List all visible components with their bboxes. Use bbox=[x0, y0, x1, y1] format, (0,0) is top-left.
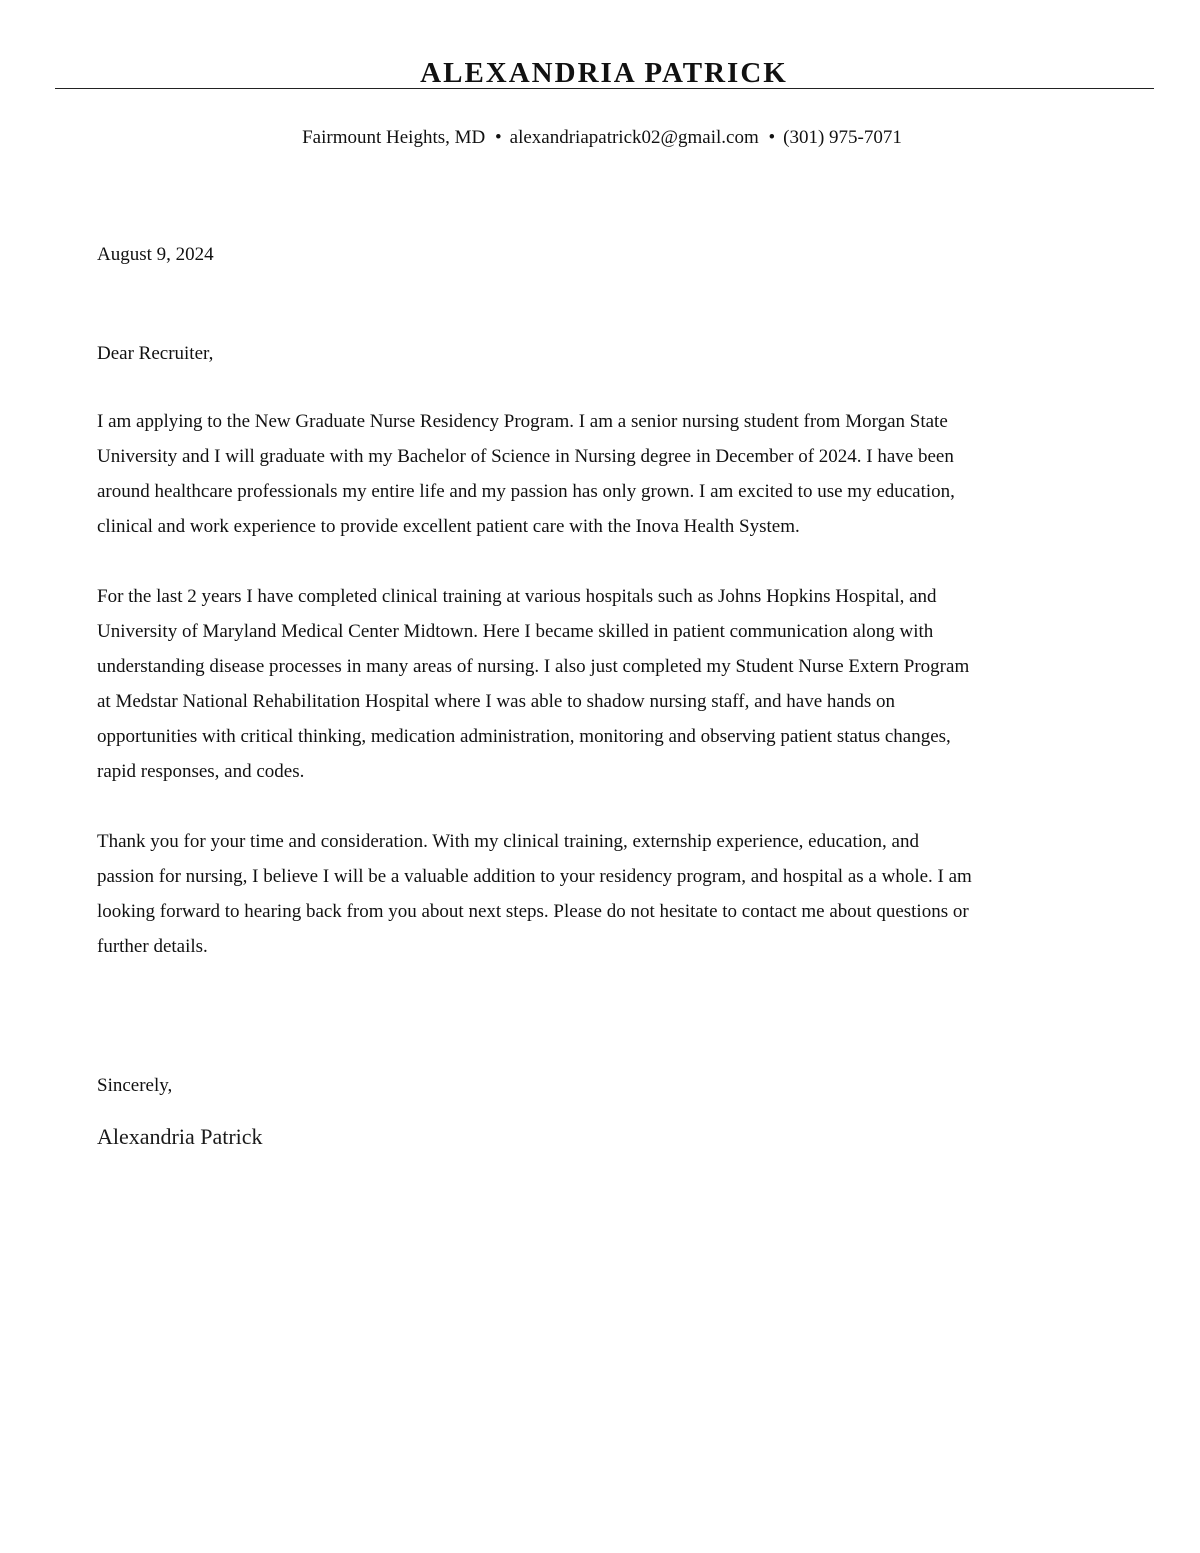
body-paragraph-3 bbox=[97, 824, 1107, 964]
signature: Alexandria Patrick bbox=[97, 1124, 263, 1149]
contact-email: alexandriapatrick02@gmail.com bbox=[509, 127, 759, 148]
paragraph-line: I am applying to the New Graduate Nurse Residency Program. I am a senior nursing student from Morgan State bbox=[97, 411, 948, 432]
contact-line bbox=[0, 125, 1200, 151]
paragraph-line: at Medstar National Rehabilitation Hospital where I was able to shadow nursing staff, and have hands on bbox=[97, 691, 895, 712]
contact-location: Fairmount Heights, MD bbox=[302, 127, 486, 148]
paragraph-line: around healthcare professionals my entire life and my passion has only grown. I am excited to use my education, bbox=[97, 481, 955, 502]
paragraph-line: passion for nursing, I believe I will be a valuable addition to your residency program, and hospital as a whole. I am bbox=[97, 866, 972, 887]
contact-phone: (301) 975-7071 bbox=[783, 127, 902, 148]
paragraph-line: University and I will graduate with my Bachelor of Science in Nursing degree in December of 2024. I have been bbox=[97, 446, 954, 467]
header-divider bbox=[55, 88, 1154, 89]
closing: Sincerely, bbox=[97, 1075, 173, 1096]
paragraph-line: further details. bbox=[97, 936, 208, 957]
body-paragraph-1 bbox=[97, 404, 1107, 544]
paragraph-line: opportunities with critical thinking, medication administration, monitoring and observing patient status changes, bbox=[97, 726, 951, 747]
paragraph-line: For the last 2 years I have completed clinical training at various hospitals such as Johns Hopkins Hospital, and bbox=[97, 586, 937, 607]
paragraph-line: understanding disease processes in many areas of nursing. I also just completed my Student Nurse Extern Program bbox=[97, 656, 970, 677]
paragraph-line: clinical and work experience to provide excellent patient care with the Inova Health System. bbox=[97, 516, 800, 537]
applicant-name: ALEXANDRIA PATRICK bbox=[420, 57, 788, 89]
paragraph-line: looking forward to hearing back from you about next steps. Please do not hesitate to contact me about questions or bbox=[97, 901, 969, 922]
paragraph-line: rapid responses, and codes. bbox=[97, 761, 305, 782]
contact-separator: • bbox=[768, 127, 776, 148]
letter-date: August 9, 2024 bbox=[97, 244, 214, 265]
body-paragraph-2 bbox=[97, 579, 1107, 789]
paragraph-line: Thank you for your time and consideration. With my clinical training, externship experience, education, and bbox=[97, 831, 919, 852]
contact-separator: • bbox=[494, 127, 502, 148]
salutation: Dear Recruiter, bbox=[97, 343, 214, 364]
paragraph-line: University of Maryland Medical Center Midtown. Here I became skilled in patient communication along with bbox=[97, 621, 934, 642]
